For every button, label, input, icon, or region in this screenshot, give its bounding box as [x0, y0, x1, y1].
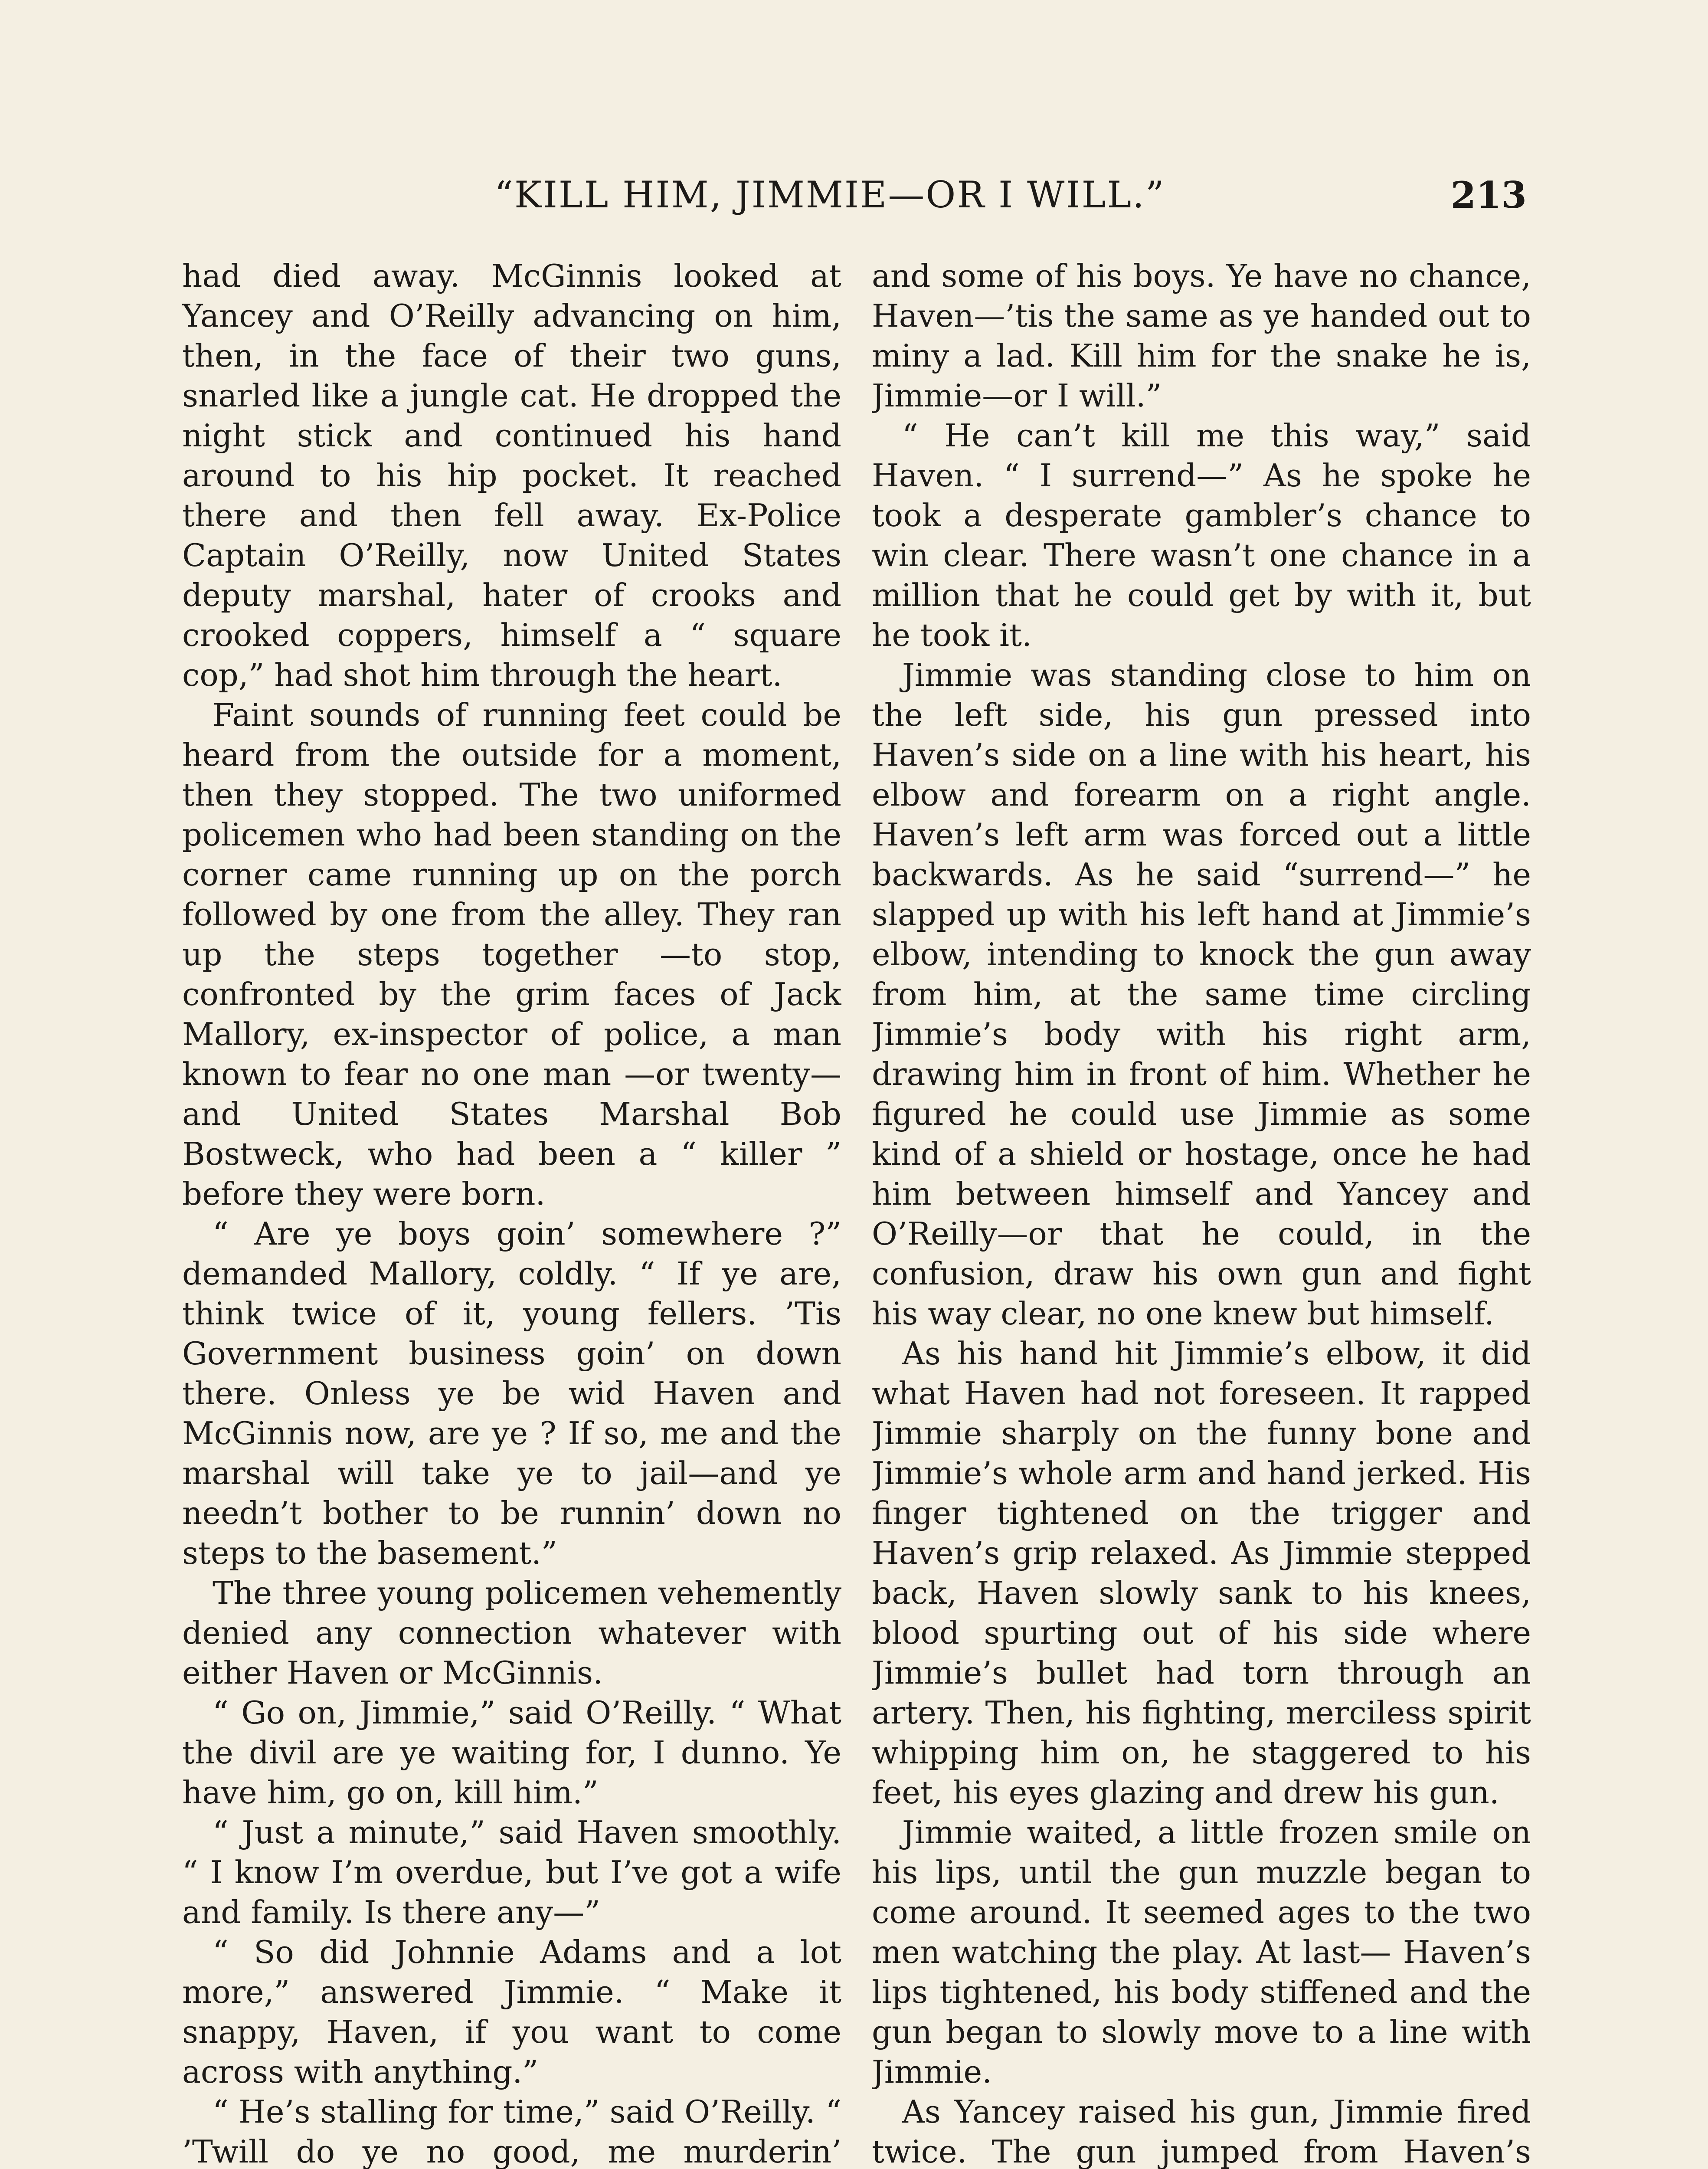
paragraph: “ Go on, Jimmie,” said O’Reilly. “ What the divil are ye waiting for, I dunno. Ye have him, go on, kill him.” — [182, 1694, 841, 1811]
paragraph: had died away. McGinnis looked at Yancey and O’Reilly advancing on him, then, in the face of their two guns, snarled like a jungle cat. He dropped the night stick and continued his hand around to his hip pocket. It reached there and then fell away. Ex-Police Captain O’Reilly, now United States deputy marshal, hater of crooks and crooked coppers, himself a “ square cop,” had shot him through the heart. — [182, 258, 841, 693]
paragraph: Faint sounds of running feet could be heard from the outside for a moment, then they stopped. The two uniformed policemen who had been standing on the corner came running up on the porch followed by one from the alley. They ran up the steps together —to stop, confronted by the grim faces of Jack Mallory, ex-inspector of police, a man known to fear no one man —or twenty—and United States Marshal Bob Bostweck, who had been a “ killer ” before they were born. — [182, 697, 841, 1212]
paragraph: “ Just a minute,” said Haven smoothly. “ I know I’m overdue, but I’ve got a wife and family. Is there any—” — [182, 1814, 841, 1930]
paragraph: “ He can’t kill me this way,” said Haven. “ I surrend—” As he spoke he took a desperate gambler’s chance to win clear. There wasn’t one chance in a million that he could get by with it, but he took it. — [872, 417, 1531, 653]
page-number: 213 — [1450, 174, 1527, 216]
page-header — [182, 174, 1527, 234]
paragraph: Jimmie waited, a little frozen smile on his lips, until the gun muzzle began to come around. It seemed ages to the two men watching the play. At last— Haven’s lips tightened, his body stiffened and the gun began to slowly move to a line with Jimmie. — [872, 1814, 1531, 2090]
right-column — [872, 256, 1531, 2169]
running-title: “KILL HIM, JIMMIE—OR I WILL.” — [494, 174, 1165, 216]
paragraph: “ Are ye boys goin’ somewhere ?” demanded Mallory, coldly. “ If ye are, think twice of it, young fellers. ’Tis Government business goin’ on down there. Onless ye be wid Haven and McGinnis now, are ye ? If so, me and the marshal will take ye to jail—and ye needn’t bother to be runnin’ down no steps to the basement.” — [182, 1216, 841, 1571]
paragraph: “ So did Johnnie Adams and a lot more,” answered Jimmie. “ Make it snappy, Haven, if you want to come across with anything.” — [182, 1934, 841, 2090]
paragraph: As his hand hit Jimmie’s elbow, it did what Haven had not foreseen. It rapped Jimmie sharply on the funny bone and Jimmie’s whole arm and hand jerked. His finger tightened on the trigger and Haven’s grip relaxed. As Jimmie stepped back, Haven slowly sank to his knees, blood spurting out of his side where Jimmie’s bullet had torn through an artery. Then, his fighting, merciless spirit whipping him on, he staggered to his feet, his eyes glazing and drew his gun. — [872, 1335, 1531, 1811]
paragraph: The three young policemen vehemently denied any connection whatever with either Haven or McGinnis. — [182, 1575, 841, 1691]
paragraph: As Yancey raised his gun, Jimmie fired twice. The gun jumped from Haven’s — [872, 2094, 1531, 2169]
paragraph: and some of his boys. Ye have no chance, Haven—’tis the same as ye handed out to miny a lad. Kill him for the snake he is, Jimmie—or I will.” — [872, 258, 1531, 414]
left-column — [182, 256, 841, 2169]
paragraph: Jimmie was standing close to him on the left side, his gun pressed into Haven’s side on a line with his heart, his elbow and forearm on a right angle. Haven’s left arm was forced out a little backwards. As he said “surrend—” he slapped up with his left hand at Jimmie’s elbow, intending to knock the gun away from him, at the same time circling Jimmie’s body with his right arm, drawing him in front of him. Whether he figured he could use Jimmie as some kind of a shield or hostage, once he had him between himself and Yancey and O’Reilly—or that he could, in the confusion, draw his own gun and fight his way clear, no one knew but himself. — [872, 657, 1531, 1332]
paragraph: “ He’s stalling for time,” said O’Reilly. “ ’Twill do ye no good, me murderin’ — [182, 2094, 841, 2169]
